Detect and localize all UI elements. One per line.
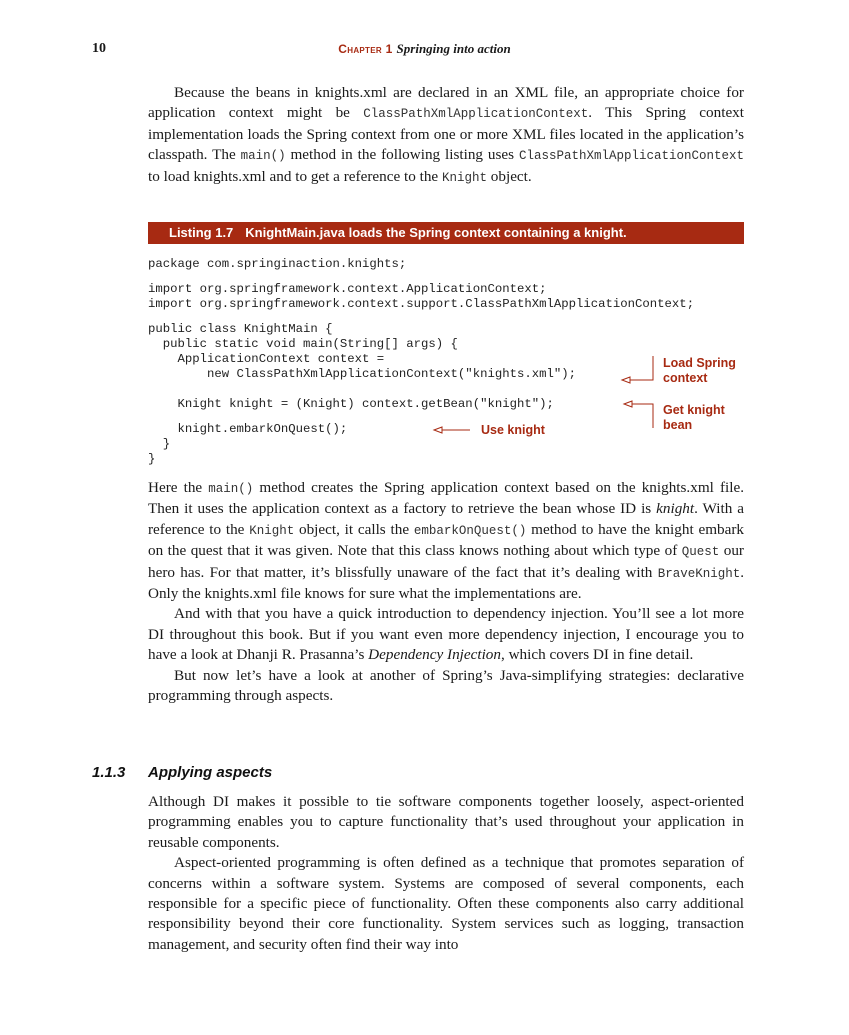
code-line: }	[148, 437, 171, 451]
code-line: knight.embarkOnQuest();	[148, 422, 348, 436]
chapter-title: Springing into action	[396, 41, 511, 56]
listing-label: Listing 1.7	[169, 225, 234, 240]
paragraph-di: And with that you have a quick introduction to dependency injection. You’ll see a lot more DI throughout this book. But if you want even more dependency injection, I encourage you to have a look at Dhanji R. Prasanna’s Dependency Injection, which covers DI in fine detail.	[148, 605, 744, 664]
annotation-get-knight-bean: Get knight bean	[663, 403, 725, 432]
section-heading	[92, 764, 273, 781]
annotation-use-knight: Use knight	[481, 423, 545, 437]
annotation-load-spring-context: Load Spring context	[663, 356, 736, 385]
code-line: import org.springframework.context.ApplicationContext;	[148, 282, 547, 296]
code-line: public class KnightMain {	[148, 322, 333, 336]
code-line: new ClassPathXmlApplicationContext("knights.xml");	[148, 367, 577, 381]
body-text-after-listing	[148, 478, 744, 706]
intro-paragraph: Because the beans in knights.xml are declared in an XML file, an appropriate choice for application context might be ClassPathXmlApplicationContext. This Spring context implementation loads the Spring context from one or more XML files located in the application’s classpath. The main() method in the following listing uses ClassPathXmlApplicationContext to load knights.xml and to get a reference to the Knight object.	[148, 84, 744, 185]
paragraph-aop: Aspect-oriented programming is often defined as a technique that promotes separation of concerns within a software system. Systems are composed of several components, each responsible for a specific piece of functionality. Often these components also carry additional responsibility beyond their core functionality. System services such as logging, transaction management, and security often find their way into	[148, 854, 744, 953]
code-line: }	[148, 452, 156, 466]
code-line: package com.springinaction.knights;	[148, 257, 407, 271]
section-title: Applying aspects	[148, 764, 273, 781]
section-number: 1.1.3	[92, 764, 126, 781]
code-line: public static void main(String[] args) {	[148, 337, 458, 351]
listing-caption-bar	[148, 222, 744, 244]
code-line: ApplicationContext context =	[148, 352, 385, 366]
paragraph-now: But now let’s have a look at another of Spring’s Java-simplifying strategies: declarative programming through aspects.	[148, 666, 744, 705]
code-line: import org.springframework.context.support.ClassPathXmlApplicationContext;	[148, 297, 695, 311]
section-body	[148, 792, 744, 955]
paragraph-although: Although DI makes it possible to tie software components together loosely, aspect-oriented programming enables you to capture functionality that’s used throughout your application in reusable components.	[148, 793, 744, 851]
running-header	[0, 41, 849, 57]
paragraph-here: Here the main() method creates the Spring application context based on the knights.xml file. Then it uses the application context as a factory to retrieve the bean whose ID is knight. With a reference to the Knight object, it calls the embarkOnQuest() method to have the knight embark on the quest that it was given. Note that this class knows nothing about which type of Quest our hero has. For that matter, it’s blissfully unaware of the fact that it’s dealing with BraveKnight. Only the knights.xml file knows for sure what the implementations are.	[148, 479, 745, 603]
code-line: Knight knight = (Knight) context.getBean("knight");	[148, 397, 554, 411]
intro-paragraph-block	[148, 83, 744, 188]
page-number: 10	[92, 41, 106, 56]
listing-caption: KnightMain.java loads the Spring context containing a knight.	[245, 225, 627, 240]
chapter-label: Chapter 1	[338, 42, 393, 56]
